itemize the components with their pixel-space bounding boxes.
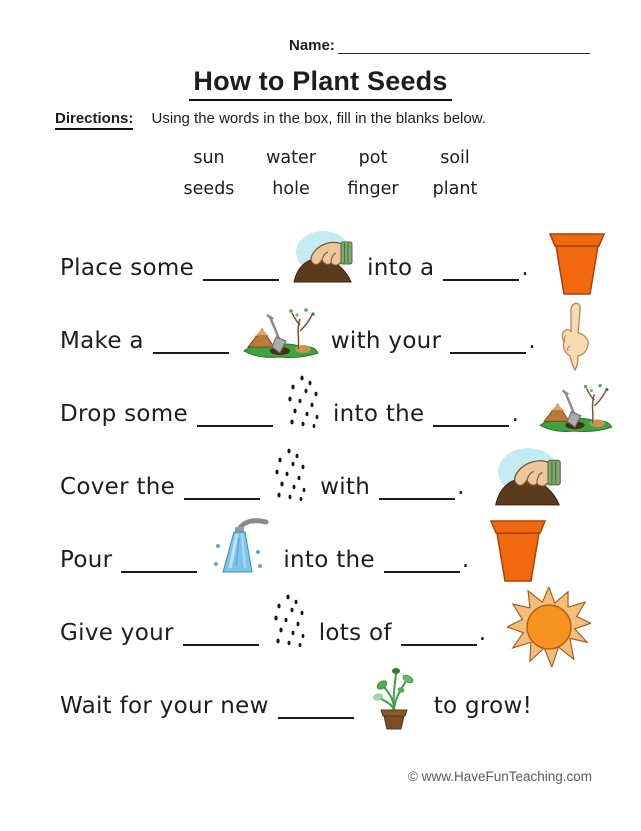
- sentence-row-2: [60, 285, 595, 355]
- sentence-text: Cover the: [60, 474, 176, 501]
- sentence-punct: .: [521, 255, 529, 282]
- sentence-text: Make a: [60, 328, 144, 355]
- sentence-text: into the: [283, 547, 375, 574]
- name-input-line[interactable]: [338, 37, 590, 54]
- title-wrap: [0, 66, 641, 101]
- sentence-punct: .: [528, 328, 536, 355]
- plant-icon: [368, 664, 420, 730]
- sentence-text: to grow!: [433, 693, 533, 720]
- fill-in-blank[interactable]: [184, 494, 260, 500]
- fill-in-blank[interactable]: [121, 567, 197, 573]
- sentence-punct: .: [461, 547, 470, 574]
- sentence-row-6: [60, 577, 591, 647]
- fill-in-blank[interactable]: [450, 348, 526, 354]
- word-bank-row: [168, 173, 498, 204]
- word-bank-word: pot: [358, 147, 388, 168]
- word-bank-word: seeds: [183, 178, 235, 199]
- sentence-text: Drop some: [60, 401, 188, 428]
- word-bank-word: soil: [440, 147, 470, 168]
- fill-in-blank[interactable]: [197, 421, 273, 427]
- water-icon: [208, 518, 272, 576]
- sentence-text: Pour: [60, 547, 113, 574]
- word-bank-word: hole: [272, 178, 310, 199]
- sentence-text: with your: [330, 328, 442, 355]
- sentence-row-1: [60, 212, 606, 282]
- pot-icon: [489, 519, 547, 583]
- word-bank: [168, 142, 498, 204]
- sentence-row-4: [60, 431, 574, 501]
- page-title: How to Plant Seeds: [189, 66, 451, 101]
- directions-text: Using the words in the box, fill in the blanks below.: [151, 110, 486, 127]
- seeds-icon: [270, 447, 310, 501]
- word-bank-word: plant: [432, 178, 478, 199]
- sentence-punct: .: [478, 620, 487, 647]
- directions: [55, 110, 486, 127]
- soil-icon: [290, 230, 356, 284]
- word-bank-word: finger: [347, 178, 399, 199]
- word-bank-word: water: [266, 147, 316, 168]
- sentence-text: into the: [332, 401, 425, 428]
- fill-in-blank[interactable]: [384, 567, 460, 573]
- sentence-text: Place some: [60, 255, 195, 282]
- sentence-text: lots of: [318, 620, 392, 647]
- name-label: Name:: [289, 37, 335, 54]
- fill-in-blank[interactable]: [203, 275, 279, 281]
- seeds-icon: [269, 593, 309, 647]
- sentence-text: Give your: [60, 620, 174, 647]
- sentence-row-3: [60, 358, 614, 428]
- sentence-punct: .: [457, 474, 465, 501]
- word-bank-word: sun: [193, 147, 225, 168]
- fill-in-blank[interactable]: [401, 640, 477, 646]
- fill-in-blank[interactable]: [433, 421, 509, 427]
- fill-in-blank[interactable]: [183, 640, 259, 646]
- fill-in-blank[interactable]: [278, 713, 354, 719]
- fill-in-blank[interactable]: [443, 275, 519, 281]
- footer-credit: © www.HaveFunTeaching.com: [408, 769, 593, 784]
- sentence-row-5: [60, 504, 547, 574]
- sentence-text: Wait for your new: [60, 693, 269, 720]
- sentence-row-7: [60, 650, 532, 720]
- word-bank-row: [168, 142, 498, 173]
- directions-label: Directions:: [55, 110, 133, 130]
- soil-icon: [482, 447, 574, 507]
- fill-in-blank[interactable]: [153, 348, 229, 354]
- seeds-icon: [283, 374, 323, 428]
- fill-in-blank[interactable]: [379, 494, 455, 500]
- sentence-punct: .: [511, 401, 520, 428]
- hole-icon: [240, 301, 320, 359]
- sentence-text: with: [320, 474, 371, 501]
- sentence-text: into a: [367, 255, 435, 282]
- hole-icon: [536, 377, 614, 433]
